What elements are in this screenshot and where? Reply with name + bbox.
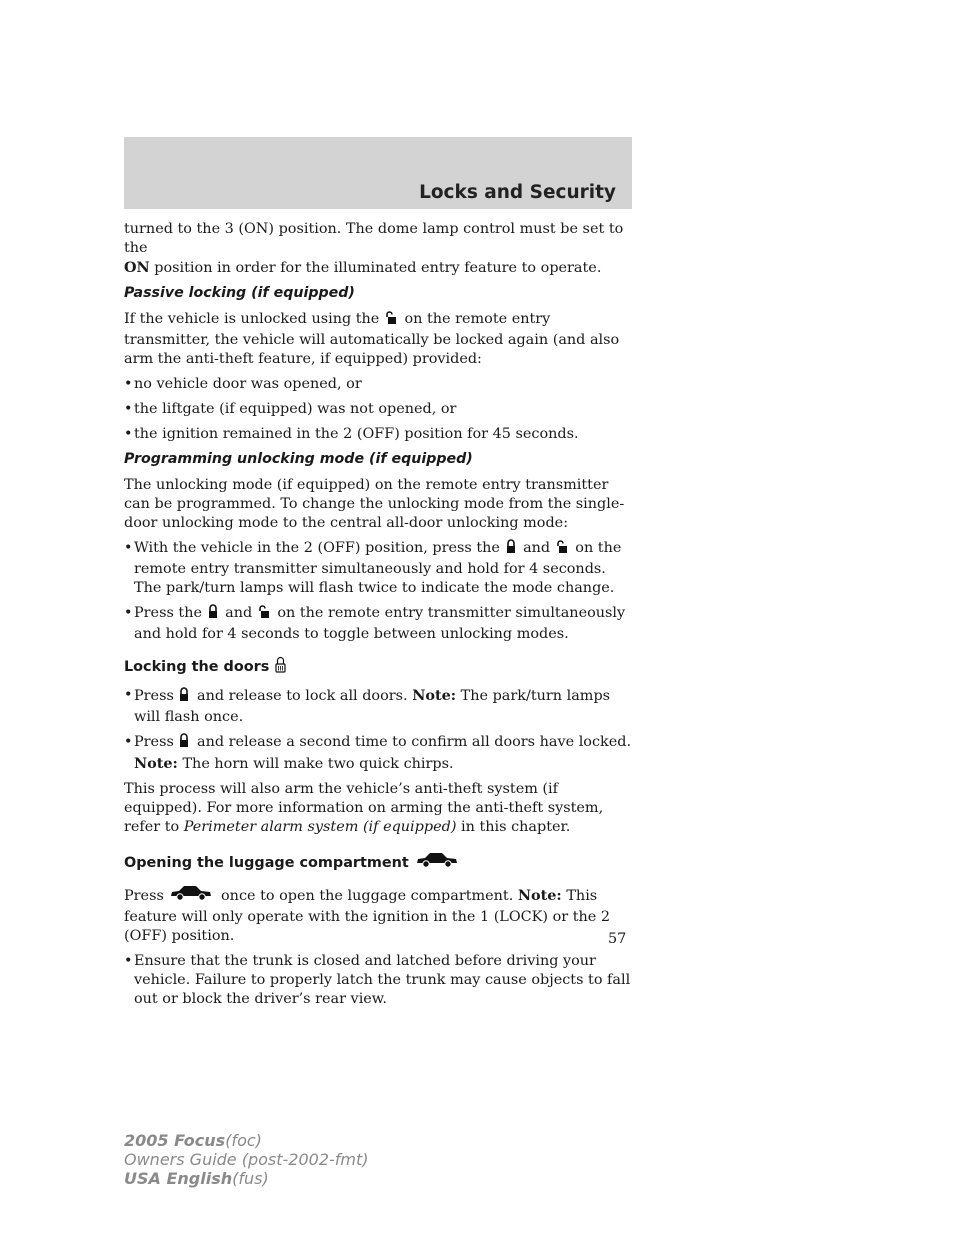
paragraph-passive-intro (124, 310, 634, 369)
lock-icon (179, 687, 189, 708)
heading-programming-unlocking: Programming unlocking mode (if equipped) (124, 450, 473, 467)
lock-outline-icon (275, 656, 286, 679)
text: turned to the 3 (ON) position. The dome lamp control must be set to the (124, 221, 624, 257)
heading-passive-locking: Passive locking (if equipped) (124, 285, 355, 302)
page-number: 57 (608, 931, 627, 947)
cross-reference: Perimeter alarm system (if equipped) (183, 818, 457, 835)
list-item: • Press the and on the remote entry transmitter simultaneously and hold for 4 seconds to toggle between unlocking modes. (124, 604, 626, 642)
header-title: Locks and Security (419, 182, 616, 203)
lock-icon (179, 733, 189, 754)
car-trunk-icon (415, 849, 459, 875)
list-item: • the ignition remained in the 2 (OFF) position for 45 seconds. (124, 425, 579, 442)
footer-line-3: USA English(fus) (124, 1169, 269, 1188)
footer (124, 1131, 369, 1188)
car-trunk-icon (169, 882, 213, 908)
page-content (124, 220, 634, 1015)
lock-icon (208, 604, 218, 625)
paragraph-programming-intro: The unlocking mode (if equipped) on the remote entry transmitter can be programmed. To change the unlocking mode from the single-door unlocking mode to the central all-door unlocking mode: (124, 476, 625, 531)
on-label: ON (124, 259, 150, 277)
list-item: • no vehicle door was opened, or (124, 375, 362, 392)
list-item: • Press and release a second time to confirm all doors have locked. Note: The horn will make two quick chirps. (124, 733, 632, 772)
paragraph-illuminated-entry (124, 220, 634, 278)
text: on the remote entry transmitter, the vehicle will automatically be locked again (and also arm the anti-theft feature, if equipped) provided: (124, 310, 620, 367)
footer-line-2: Owners Guide (post-2002-fmt) (124, 1150, 369, 1169)
text: position in order for the illuminated entry feature to operate. (154, 260, 602, 277)
list-item: • the liftgate (if equipped) was not opened, or (124, 400, 457, 417)
footer-line-1: 2005 Focus(foc) (124, 1131, 262, 1150)
paragraph-luggage: Press once to open the luggage compartment. Note: This feature will only operate with the ignition in the 1 (LOCK) or the 2 (OFF) position. (124, 882, 634, 946)
header-band (124, 137, 632, 209)
unlock-icon (556, 540, 568, 560)
list-item: • With the vehicle in the 2 (OFF) position, press the and on the remote entry transmitter simultaneously and hold for 4 seconds. The park/turn lamps will flash twice to indicate the mode change. (124, 539, 622, 596)
lock-icon (506, 539, 516, 560)
unlock-icon (258, 605, 270, 625)
heading-luggage-compartment: Opening the luggage compartment (124, 849, 634, 875)
list-item: • Press and release to lock all doors. Note: The park/turn lamps will flash once. (124, 686, 611, 725)
text: If the vehicle is unlocked using the (124, 310, 380, 327)
paragraph-anti-theft: This process will also arm the vehicle’s anti-theft system (if equipped). For more information on arming the anti-theft system, refer to Perimeter alarm system (if equipped) in this chapter. (124, 780, 604, 835)
unlock-icon (385, 311, 397, 331)
list-item: • Ensure that the trunk is closed and latched before driving your vehicle. Failure to properly latch the trunk may cause objects to fall out or block the driver’s rear view. (124, 952, 631, 1007)
heading-locking-doors: Locking the doors (124, 656, 634, 679)
